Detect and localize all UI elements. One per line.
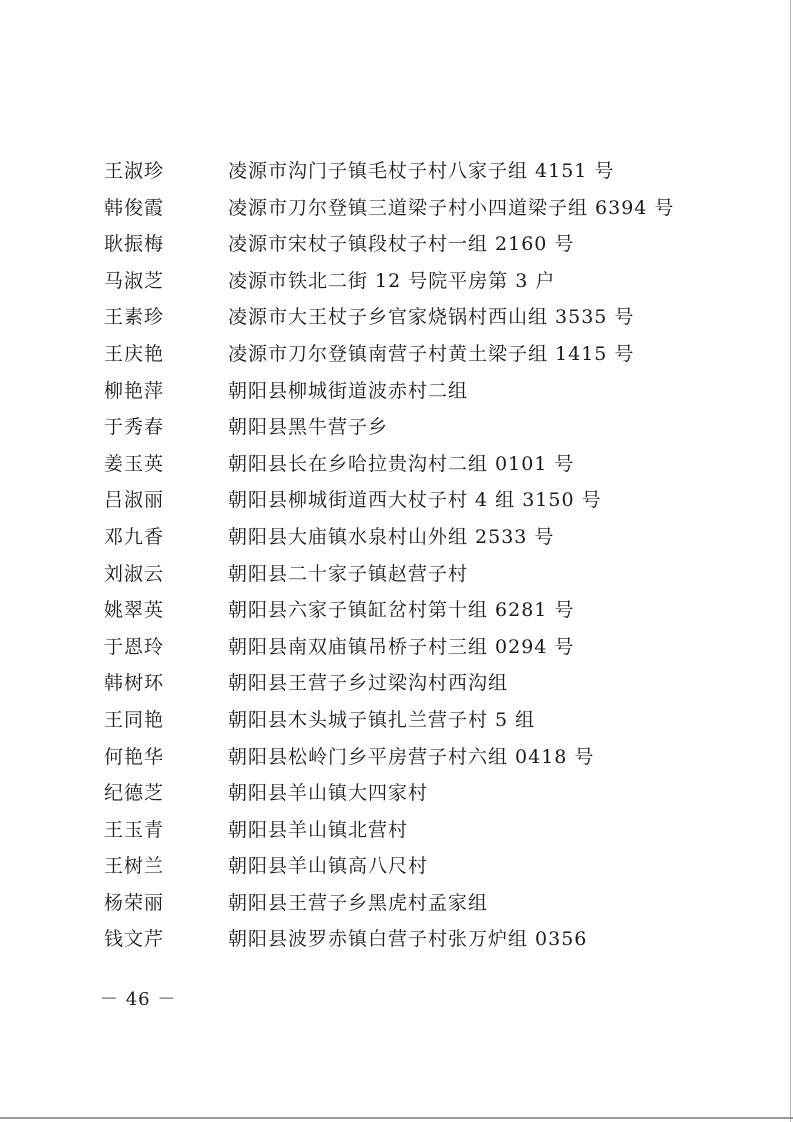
list-item [0, 921, 793, 958]
list-item [0, 409, 793, 446]
person-address: 凌源市宋杖子镇段杖子村一组 2160 号 [228, 233, 575, 256]
person-name: 马淑芝 [104, 269, 165, 292]
person-name: 钱文芹 [104, 928, 165, 951]
person-name: 姜玉英 [104, 452, 165, 475]
list-item [0, 263, 793, 300]
person-name: 耿振梅 [104, 233, 165, 256]
person-name: 于恩玲 [104, 635, 165, 658]
person-address: 朝阳县羊山镇大四家村 [228, 782, 429, 805]
person-name: 杨荣丽 [104, 891, 165, 914]
person-address: 朝阳县柳城街道西大杖子村 4 组 3150 号 [228, 489, 602, 512]
list-item [0, 519, 793, 556]
person-name: 王庆艳 [104, 342, 165, 365]
person-name: 刘淑云 [104, 562, 165, 585]
scan-edge-right [790, 0, 791, 1122]
list-item [0, 336, 793, 373]
person-name: 姚翠英 [104, 599, 165, 622]
list-item [0, 629, 793, 666]
person-address: 朝阳县松岭门乡平房营子村六组 0418 号 [228, 745, 595, 768]
person-name: 韩树环 [104, 672, 165, 695]
name-address-list [0, 153, 793, 958]
person-name: 王淑珍 [104, 160, 165, 182]
list-item [0, 665, 793, 702]
person-address: 朝阳县柳城街道波赤村二组 [228, 379, 469, 402]
person-address: 朝阳县王营子乡黑虎村孟家组 [228, 891, 489, 914]
scan-edge-bottom [0, 1117, 793, 1119]
list-item [0, 775, 793, 812]
page-number: － 46 － [100, 989, 177, 1010]
list-item [0, 373, 793, 410]
person-name: 王素珍 [104, 306, 165, 329]
person-address: 朝阳县羊山镇高八尺村 [228, 855, 429, 878]
list-item [0, 592, 793, 629]
person-name: 于秀春 [104, 416, 165, 439]
person-address: 朝阳县王营子乡过梁沟村西沟组 [228, 672, 509, 695]
person-address: 凌源市刀尔登镇南营子村黄土梁子组 1415 号 [228, 342, 635, 365]
person-address: 凌源市大王杖子乡官家烧锅村西山组 3535 号 [228, 306, 635, 329]
person-name: 王同艳 [104, 708, 165, 731]
person-address: 朝阳县大庙镇水泉村山外组 2533 号 [228, 525, 555, 548]
person-address: 朝阳县长在乡哈拉贵沟村二组 0101 号 [228, 452, 575, 475]
list-item [0, 482, 793, 519]
person-address: 朝阳县黑牛营子乡 [228, 416, 389, 439]
person-address: 凌源市刀尔登镇三道梁子村小四道梁子组 6394 号 [228, 196, 675, 219]
list-item [0, 446, 793, 483]
person-name: 柳艳萍 [104, 379, 165, 402]
list-item [0, 885, 793, 922]
person-name: 邓九香 [104, 525, 165, 548]
person-address: 朝阳县南双庙镇吊桥子村三组 0294 号 [228, 635, 575, 658]
person-address: 朝阳县二十家子镇赵营子村 [228, 562, 469, 585]
person-address: 朝阳县羊山镇北营村 [228, 818, 409, 841]
person-address: 朝阳县波罗赤镇白营子村张万炉组 0356 [228, 928, 588, 951]
list-item [0, 848, 793, 885]
list-item [0, 739, 793, 776]
list-item [0, 226, 793, 263]
list-item [0, 812, 793, 849]
list-item [0, 556, 793, 593]
person-name: 韩俊霞 [104, 196, 165, 219]
person-name: 何艳华 [104, 745, 165, 768]
list-item [0, 190, 793, 227]
person-address: 凌源市铁北二街 12 号院平房第 3 户 [228, 269, 556, 292]
person-name: 王树兰 [104, 855, 165, 878]
list-item [0, 702, 793, 739]
person-address: 凌源市沟门子镇毛杖子村八家子组 4151 号 [228, 160, 615, 182]
person-name: 纪德芝 [104, 782, 165, 805]
list-item [0, 299, 793, 336]
person-name: 吕淑丽 [104, 489, 165, 512]
person-address: 朝阳县六家子镇缸岔村第十组 6281 号 [228, 599, 575, 622]
person-name: 王玉青 [104, 818, 165, 841]
person-address: 朝阳县木头城子镇扎兰营子村 5 组 [228, 708, 536, 731]
list-item [0, 153, 793, 190]
